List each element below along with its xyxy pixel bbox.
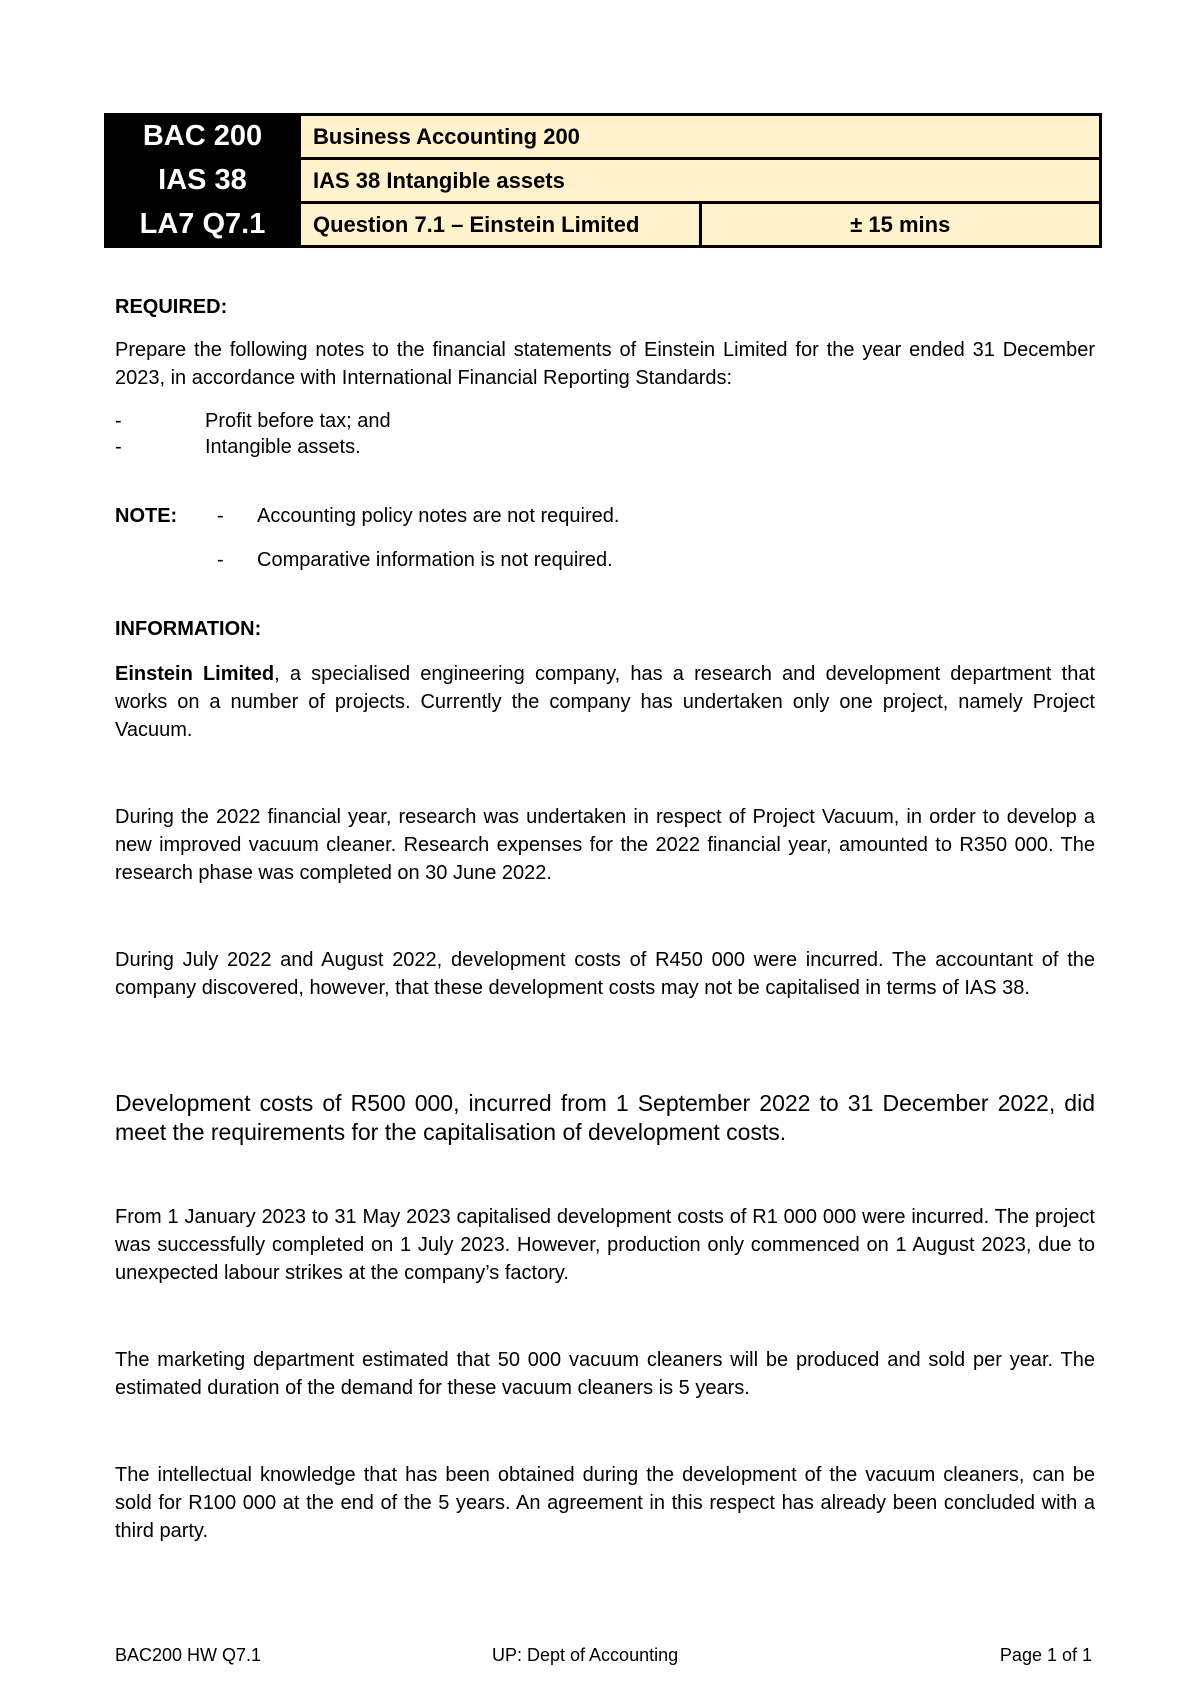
required-bullet-2 [115, 433, 361, 461]
topic-title: IAS 38 Intangible assets [300, 159, 1101, 203]
question-time: ± 15 mins [700, 203, 1101, 247]
header-row-course [106, 115, 1101, 159]
note-item-2 [217, 546, 613, 574]
information-heading: INFORMATION: [115, 618, 262, 640]
required-bullet-1 [115, 407, 391, 435]
footer-left: BAC200 HW Q7.1 [115, 1645, 262, 1665]
header-table [104, 113, 1102, 248]
note-text: Accounting policy notes are not required. [257, 505, 620, 527]
note-item-1 [217, 502, 619, 530]
company-name: Einstein Limited [115, 663, 275, 685]
footer-right: Page 1 of 1 [999, 1645, 1092, 1665]
header-row-topic [106, 159, 1101, 203]
intro-text: , a specialised engineering company, has a research and development department that works on a number of projects. Currently the company has undertaken only one project, namely Project Vacuum. [115, 663, 1096, 741]
header-row-question [106, 203, 1101, 247]
info-paragraph-project-completion: From 1 January 2023 to 31 May 2023 capitalised development costs of R1 000 000 were incurred. The project was successfully completed on 1 July 2023. However, production only commenced on 1 August 2023, due to unexpected labour strikes at the company’s factory. [115, 1206, 1095, 1284]
bullet-dash: - [115, 410, 122, 432]
note-text: Comparative information is not required. [257, 549, 613, 571]
required-text: Prepare the following notes to the financial statements of Einstein Limited for the year ended 31 December 2023, in accordance with International Financial Reporting Standards: [115, 339, 1095, 389]
info-paragraph-research: During the 2022 financial year, research was undertaken in respect of Project Vacuum, in order to develop a new improved vacuum cleaner. Research expenses for the 2022 financial year, amounted to R350 000. The research phase was completed on 30 June 2022. [115, 806, 1095, 884]
info-paragraph-development-capitalised: Development costs of R500 000, incurred from 1 September 2022 to 31 December 2022, did meet the requirements for the capitalisation of development costs. [115, 1090, 1095, 1145]
question-code: LA7 Q7.1 [106, 203, 300, 247]
question-title: Question 7.1 – Einstein Limited [300, 203, 701, 247]
info-paragraph-marketing: The marketing department estimated that 50 000 vacuum cleaners will be produced and sold per year. The estimated duration of the demand for these vacuum cleaners is 5 years. [115, 1349, 1095, 1399]
info-paragraph-residual-value: The intellectual knowledge that has been obtained during the development of the vacuum cleaners, can be sold for R100 000 at the end of the 5 years. An agreement in this respect has already been concluded with a third party. [115, 1464, 1095, 1542]
bullet-text: Intangible assets. [205, 436, 361, 458]
course-code: BAC 200 [106, 115, 300, 159]
required-heading: REQUIRED: [115, 296, 228, 318]
note-dash: - [217, 505, 224, 527]
bullet-text: Profit before tax; and [205, 410, 391, 432]
bullet-dash: - [115, 436, 122, 458]
info-paragraph-development-expensed: During July 2022 and August 2022, development costs of R450 000 were incurred. The accountant of the company discovered, however, that these development costs may not be capitalised in terms of IAS 38. [115, 949, 1095, 999]
footer-center: UP: Dept of Accounting [492, 1645, 679, 1665]
note-label: NOTE: [115, 505, 178, 527]
note-dash: - [217, 549, 224, 571]
information-intro [115, 660, 1095, 744]
topic-code: IAS 38 [106, 159, 300, 203]
course-title: Business Accounting 200 [300, 115, 1101, 159]
